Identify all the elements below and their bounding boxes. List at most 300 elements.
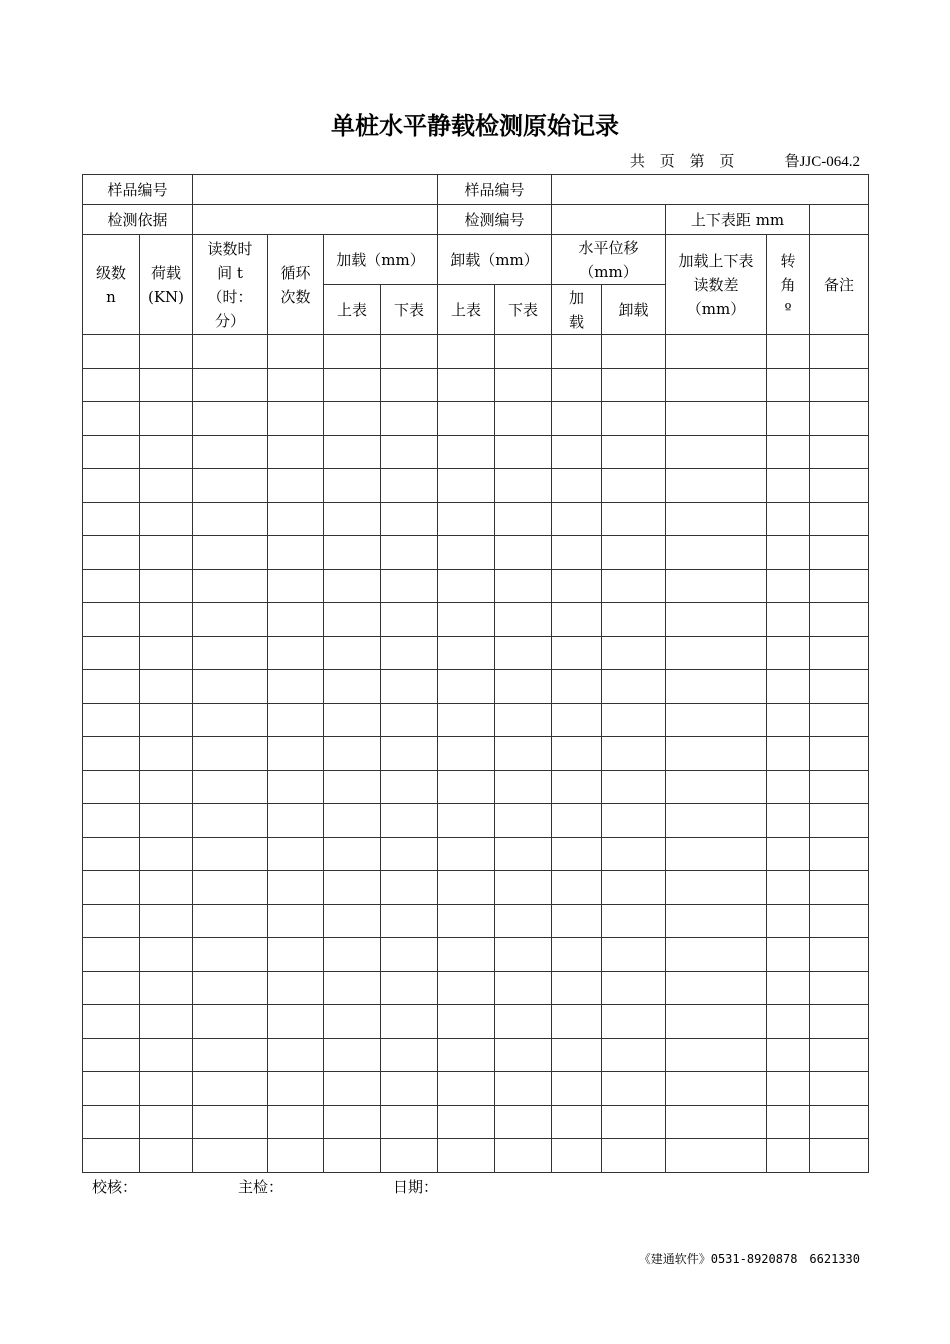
table-cell[interactable] — [552, 536, 602, 570]
table-cell[interactable] — [83, 1005, 140, 1039]
table-cell[interactable] — [83, 971, 140, 1005]
table-cell[interactable] — [83, 469, 140, 503]
table-cell[interactable] — [767, 569, 810, 603]
table-cell[interactable] — [268, 368, 324, 402]
table-cell[interactable] — [602, 1038, 666, 1072]
table-cell[interactable] — [140, 536, 193, 570]
table-cell[interactable] — [268, 502, 324, 536]
table-cell[interactable] — [495, 435, 552, 469]
table-cell[interactable] — [193, 536, 268, 570]
table-cell[interactable] — [268, 703, 324, 737]
table-cell[interactable] — [767, 971, 810, 1005]
table-cell[interactable] — [666, 871, 767, 905]
table-cell[interactable] — [602, 971, 666, 1005]
table-cell[interactable] — [83, 737, 140, 771]
table-cell[interactable] — [381, 1139, 438, 1173]
table-cell[interactable] — [666, 536, 767, 570]
table-cell[interactable] — [324, 938, 381, 972]
table-cell[interactable] — [381, 1105, 438, 1139]
table-cell[interactable] — [193, 435, 268, 469]
table-cell[interactable] — [767, 737, 810, 771]
table-cell[interactable] — [193, 837, 268, 871]
table-cell[interactable] — [810, 904, 869, 938]
table-cell[interactable] — [268, 971, 324, 1005]
table-cell[interactable] — [602, 1072, 666, 1106]
table-cell[interactable] — [268, 469, 324, 503]
table-cell[interactable] — [495, 402, 552, 436]
table-cell[interactable] — [810, 804, 869, 838]
table-cell[interactable] — [193, 636, 268, 670]
table-cell[interactable] — [193, 871, 268, 905]
table-cell[interactable] — [552, 938, 602, 972]
table-cell[interactable] — [552, 670, 602, 704]
table-cell[interactable] — [193, 1005, 268, 1039]
table-cell[interactable] — [602, 670, 666, 704]
table-cell[interactable] — [666, 1072, 767, 1106]
table-cell[interactable] — [495, 1038, 552, 1072]
table-cell[interactable] — [810, 703, 869, 737]
table-cell[interactable] — [324, 435, 381, 469]
table-cell[interactable] — [83, 871, 140, 905]
table-cell[interactable] — [140, 1038, 193, 1072]
table-cell[interactable] — [438, 703, 495, 737]
table-cell[interactable] — [140, 335, 193, 369]
table-cell[interactable] — [602, 804, 666, 838]
table-cell[interactable] — [552, 737, 602, 771]
table-cell[interactable] — [438, 435, 495, 469]
table-cell[interactable] — [268, 569, 324, 603]
table-cell[interactable] — [193, 1139, 268, 1173]
table-cell[interactable] — [381, 603, 438, 637]
table-cell[interactable] — [438, 1072, 495, 1106]
table-cell[interactable] — [767, 435, 810, 469]
table-cell[interactable] — [438, 737, 495, 771]
table-cell[interactable] — [140, 603, 193, 637]
table-cell[interactable] — [140, 971, 193, 1005]
table-cell[interactable] — [767, 368, 810, 402]
table-cell[interactable] — [552, 402, 602, 436]
table-cell[interactable] — [324, 971, 381, 1005]
table-cell[interactable] — [268, 938, 324, 972]
table-cell[interactable] — [767, 636, 810, 670]
table-cell[interactable] — [666, 435, 767, 469]
table-cell[interactable] — [193, 1072, 268, 1106]
table-cell[interactable] — [438, 871, 495, 905]
table-cell[interactable] — [83, 368, 140, 402]
table-cell[interactable] — [324, 904, 381, 938]
table-cell[interactable] — [602, 1105, 666, 1139]
table-cell[interactable] — [810, 435, 869, 469]
table-cell[interactable] — [193, 737, 268, 771]
table-cell[interactable] — [767, 871, 810, 905]
table-cell[interactable] — [552, 971, 602, 1005]
table-cell[interactable] — [602, 703, 666, 737]
table-cell[interactable] — [495, 368, 552, 402]
table-cell[interactable] — [83, 938, 140, 972]
table-cell[interactable] — [268, 402, 324, 436]
table-cell[interactable] — [268, 770, 324, 804]
table-cell[interactable] — [140, 435, 193, 469]
table-cell[interactable] — [666, 335, 767, 369]
table-cell[interactable] — [83, 402, 140, 436]
table-cell[interactable] — [602, 435, 666, 469]
table-cell[interactable] — [495, 904, 552, 938]
table-cell[interactable] — [810, 469, 869, 503]
table-cell[interactable] — [438, 938, 495, 972]
table-cell[interactable] — [810, 402, 869, 436]
table-cell[interactable] — [268, 1005, 324, 1039]
table-cell[interactable] — [83, 335, 140, 369]
gauge-distance-field[interactable] — [810, 205, 869, 235]
table-cell[interactable] — [193, 670, 268, 704]
table-cell[interactable] — [193, 703, 268, 737]
table-cell[interactable] — [767, 804, 810, 838]
table-cell[interactable] — [666, 804, 767, 838]
table-cell[interactable] — [381, 469, 438, 503]
table-cell[interactable] — [810, 335, 869, 369]
table-cell[interactable] — [810, 569, 869, 603]
table-cell[interactable] — [666, 603, 767, 637]
table-cell[interactable] — [666, 670, 767, 704]
table-cell[interactable] — [438, 335, 495, 369]
table-cell[interactable] — [495, 1005, 552, 1039]
table-cell[interactable] — [602, 1139, 666, 1173]
table-cell[interactable] — [324, 469, 381, 503]
table-cell[interactable] — [268, 1105, 324, 1139]
table-cell[interactable] — [602, 335, 666, 369]
table-cell[interactable] — [268, 435, 324, 469]
table-cell[interactable] — [324, 837, 381, 871]
table-cell[interactable] — [810, 368, 869, 402]
table-cell[interactable] — [381, 670, 438, 704]
table-cell[interactable] — [552, 904, 602, 938]
table-cell[interactable] — [552, 1005, 602, 1039]
table-cell[interactable] — [438, 1139, 495, 1173]
table-cell[interactable] — [381, 502, 438, 536]
table-cell[interactable] — [83, 1038, 140, 1072]
table-cell[interactable] — [810, 603, 869, 637]
table-cell[interactable] — [381, 938, 438, 972]
table-cell[interactable] — [602, 770, 666, 804]
table-cell[interactable] — [767, 904, 810, 938]
table-cell[interactable] — [193, 1105, 268, 1139]
table-cell[interactable] — [193, 971, 268, 1005]
table-cell[interactable] — [140, 636, 193, 670]
table-cell[interactable] — [438, 1038, 495, 1072]
table-cell[interactable] — [666, 971, 767, 1005]
table-cell[interactable] — [810, 670, 869, 704]
table-cell[interactable] — [324, 368, 381, 402]
table-cell[interactable] — [140, 368, 193, 402]
table-cell[interactable] — [767, 837, 810, 871]
table-cell[interactable] — [83, 703, 140, 737]
table-cell[interactable] — [602, 737, 666, 771]
sample-no-field-2[interactable] — [552, 175, 869, 205]
table-cell[interactable] — [140, 1105, 193, 1139]
table-cell[interactable] — [83, 502, 140, 536]
table-cell[interactable] — [140, 1005, 193, 1039]
table-cell[interactable] — [324, 1072, 381, 1106]
table-cell[interactable] — [602, 904, 666, 938]
table-cell[interactable] — [495, 670, 552, 704]
table-cell[interactable] — [552, 1072, 602, 1106]
table-cell[interactable] — [83, 904, 140, 938]
table-cell[interactable] — [268, 1072, 324, 1106]
table-cell[interactable] — [193, 770, 268, 804]
table-cell[interactable] — [140, 1072, 193, 1106]
table-cell[interactable] — [268, 737, 324, 771]
table-cell[interactable] — [438, 670, 495, 704]
table-cell[interactable] — [438, 971, 495, 1005]
table-cell[interactable] — [193, 603, 268, 637]
table-cell[interactable] — [381, 1072, 438, 1106]
table-cell[interactable] — [495, 837, 552, 871]
table-cell[interactable] — [268, 636, 324, 670]
table-cell[interactable] — [767, 670, 810, 704]
table-cell[interactable] — [666, 837, 767, 871]
table-cell[interactable] — [324, 603, 381, 637]
table-cell[interactable] — [324, 871, 381, 905]
table-cell[interactable] — [193, 469, 268, 503]
table-cell[interactable] — [810, 636, 869, 670]
table-cell[interactable] — [602, 502, 666, 536]
table-cell[interactable] — [438, 402, 495, 436]
table-cell[interactable] — [381, 368, 438, 402]
table-cell[interactable] — [810, 971, 869, 1005]
table-cell[interactable] — [381, 402, 438, 436]
table-cell[interactable] — [381, 904, 438, 938]
table-cell[interactable] — [810, 770, 869, 804]
table-cell[interactable] — [552, 435, 602, 469]
table-cell[interactable] — [767, 469, 810, 503]
table-cell[interactable] — [193, 938, 268, 972]
table-cell[interactable] — [83, 837, 140, 871]
table-cell[interactable] — [438, 837, 495, 871]
table-cell[interactable] — [810, 502, 869, 536]
table-cell[interactable] — [268, 1038, 324, 1072]
table-cell[interactable] — [193, 1038, 268, 1072]
table-cell[interactable] — [495, 536, 552, 570]
table-cell[interactable] — [767, 770, 810, 804]
table-cell[interactable] — [83, 536, 140, 570]
table-cell[interactable] — [602, 837, 666, 871]
table-cell[interactable] — [324, 502, 381, 536]
table-cell[interactable] — [552, 603, 602, 637]
table-cell[interactable] — [193, 569, 268, 603]
table-cell[interactable] — [666, 502, 767, 536]
table-cell[interactable] — [324, 636, 381, 670]
table-cell[interactable] — [83, 770, 140, 804]
table-cell[interactable] — [495, 804, 552, 838]
table-cell[interactable] — [767, 335, 810, 369]
table-cell[interactable] — [324, 737, 381, 771]
table-cell[interactable] — [268, 804, 324, 838]
table-cell[interactable] — [495, 636, 552, 670]
table-cell[interactable] — [268, 670, 324, 704]
table-cell[interactable] — [495, 1139, 552, 1173]
table-cell[interactable] — [324, 335, 381, 369]
table-cell[interactable] — [767, 1139, 810, 1173]
table-cell[interactable] — [140, 938, 193, 972]
table-cell[interactable] — [140, 1139, 193, 1173]
table-cell[interactable] — [381, 636, 438, 670]
table-cell[interactable] — [767, 1038, 810, 1072]
table-cell[interactable] — [83, 569, 140, 603]
table-cell[interactable] — [495, 770, 552, 804]
table-cell[interactable] — [268, 904, 324, 938]
table-cell[interactable] — [810, 737, 869, 771]
table-cell[interactable] — [324, 770, 381, 804]
table-cell[interactable] — [552, 804, 602, 838]
table-cell[interactable] — [193, 904, 268, 938]
table-cell[interactable] — [602, 1005, 666, 1039]
table-cell[interactable] — [193, 402, 268, 436]
table-cell[interactable] — [767, 402, 810, 436]
table-cell[interactable] — [767, 703, 810, 737]
table-cell[interactable] — [381, 770, 438, 804]
table-cell[interactable] — [438, 469, 495, 503]
table-cell[interactable] — [495, 335, 552, 369]
table-cell[interactable] — [324, 1105, 381, 1139]
table-cell[interactable] — [495, 469, 552, 503]
test-no-field[interactable] — [552, 205, 666, 235]
table-cell[interactable] — [140, 737, 193, 771]
table-cell[interactable] — [268, 871, 324, 905]
table-cell[interactable] — [810, 1072, 869, 1106]
table-cell[interactable] — [140, 804, 193, 838]
table-cell[interactable] — [381, 837, 438, 871]
table-cell[interactable] — [552, 1139, 602, 1173]
table-cell[interactable] — [666, 770, 767, 804]
table-cell[interactable] — [552, 335, 602, 369]
table-cell[interactable] — [268, 837, 324, 871]
table-cell[interactable] — [140, 770, 193, 804]
table-cell[interactable] — [495, 1105, 552, 1139]
table-cell[interactable] — [810, 837, 869, 871]
table-cell[interactable] — [810, 1005, 869, 1039]
table-cell[interactable] — [666, 1139, 767, 1173]
table-cell[interactable] — [666, 1105, 767, 1139]
table-cell[interactable] — [552, 1038, 602, 1072]
table-cell[interactable] — [140, 402, 193, 436]
table-cell[interactable] — [810, 938, 869, 972]
sample-no-field[interactable] — [193, 175, 438, 205]
table-cell[interactable] — [666, 402, 767, 436]
table-cell[interactable] — [810, 1139, 869, 1173]
table-cell[interactable] — [381, 536, 438, 570]
table-cell[interactable] — [140, 871, 193, 905]
table-cell[interactable] — [268, 1139, 324, 1173]
table-cell[interactable] — [602, 569, 666, 603]
table-cell[interactable] — [193, 804, 268, 838]
table-cell[interactable] — [324, 536, 381, 570]
table-cell[interactable] — [495, 938, 552, 972]
table-cell[interactable] — [140, 502, 193, 536]
table-cell[interactable] — [602, 402, 666, 436]
table-cell[interactable] — [810, 1105, 869, 1139]
table-cell[interactable] — [767, 938, 810, 972]
table-cell[interactable] — [83, 636, 140, 670]
table-cell[interactable] — [83, 1072, 140, 1106]
table-cell[interactable] — [193, 368, 268, 402]
table-cell[interactable] — [83, 670, 140, 704]
table-cell[interactable] — [140, 670, 193, 704]
table-cell[interactable] — [810, 536, 869, 570]
table-cell[interactable] — [666, 569, 767, 603]
table-cell[interactable] — [810, 871, 869, 905]
table-cell[interactable] — [767, 603, 810, 637]
table-cell[interactable] — [552, 871, 602, 905]
table-cell[interactable] — [140, 837, 193, 871]
table-cell[interactable] — [602, 469, 666, 503]
table-cell[interactable] — [438, 536, 495, 570]
table-cell[interactable] — [767, 1072, 810, 1106]
table-cell[interactable] — [324, 670, 381, 704]
table-cell[interactable] — [666, 703, 767, 737]
table-cell[interactable] — [324, 1005, 381, 1039]
table-cell[interactable] — [495, 871, 552, 905]
table-cell[interactable] — [552, 569, 602, 603]
table-cell[interactable] — [381, 335, 438, 369]
table-cell[interactable] — [324, 1038, 381, 1072]
table-cell[interactable] — [552, 703, 602, 737]
table-cell[interactable] — [381, 703, 438, 737]
table-cell[interactable] — [268, 536, 324, 570]
table-cell[interactable] — [140, 569, 193, 603]
table-cell[interactable] — [83, 1105, 140, 1139]
table-cell[interactable] — [602, 368, 666, 402]
table-cell[interactable] — [552, 1105, 602, 1139]
table-cell[interactable] — [268, 335, 324, 369]
table-cell[interactable] — [495, 737, 552, 771]
table-cell[interactable] — [666, 1005, 767, 1039]
table-cell[interactable] — [438, 1105, 495, 1139]
table-cell[interactable] — [495, 971, 552, 1005]
table-cell[interactable] — [381, 971, 438, 1005]
table-cell[interactable] — [495, 603, 552, 637]
table-cell[interactable] — [324, 804, 381, 838]
table-cell[interactable] — [495, 1072, 552, 1106]
table-cell[interactable] — [193, 502, 268, 536]
table-cell[interactable] — [438, 569, 495, 603]
table-cell[interactable] — [438, 368, 495, 402]
table-cell[interactable] — [495, 569, 552, 603]
table-cell[interactable] — [381, 871, 438, 905]
table-cell[interactable] — [324, 1139, 381, 1173]
table-cell[interactable] — [438, 603, 495, 637]
table-cell[interactable] — [324, 703, 381, 737]
table-cell[interactable] — [83, 804, 140, 838]
basis-field[interactable] — [193, 205, 438, 235]
table-cell[interactable] — [666, 737, 767, 771]
table-cell[interactable] — [268, 603, 324, 637]
table-cell[interactable] — [438, 1005, 495, 1039]
table-cell[interactable] — [552, 368, 602, 402]
table-cell[interactable] — [438, 770, 495, 804]
table-cell[interactable] — [381, 569, 438, 603]
table-cell[interactable] — [381, 804, 438, 838]
table-cell[interactable] — [666, 636, 767, 670]
table-cell[interactable] — [438, 636, 495, 670]
table-cell[interactable] — [438, 804, 495, 838]
table-cell[interactable] — [552, 502, 602, 536]
table-cell[interactable] — [810, 1038, 869, 1072]
table-cell[interactable] — [83, 603, 140, 637]
table-cell[interactable] — [381, 737, 438, 771]
table-cell[interactable] — [552, 770, 602, 804]
table-cell[interactable] — [666, 368, 767, 402]
table-cell[interactable] — [666, 938, 767, 972]
